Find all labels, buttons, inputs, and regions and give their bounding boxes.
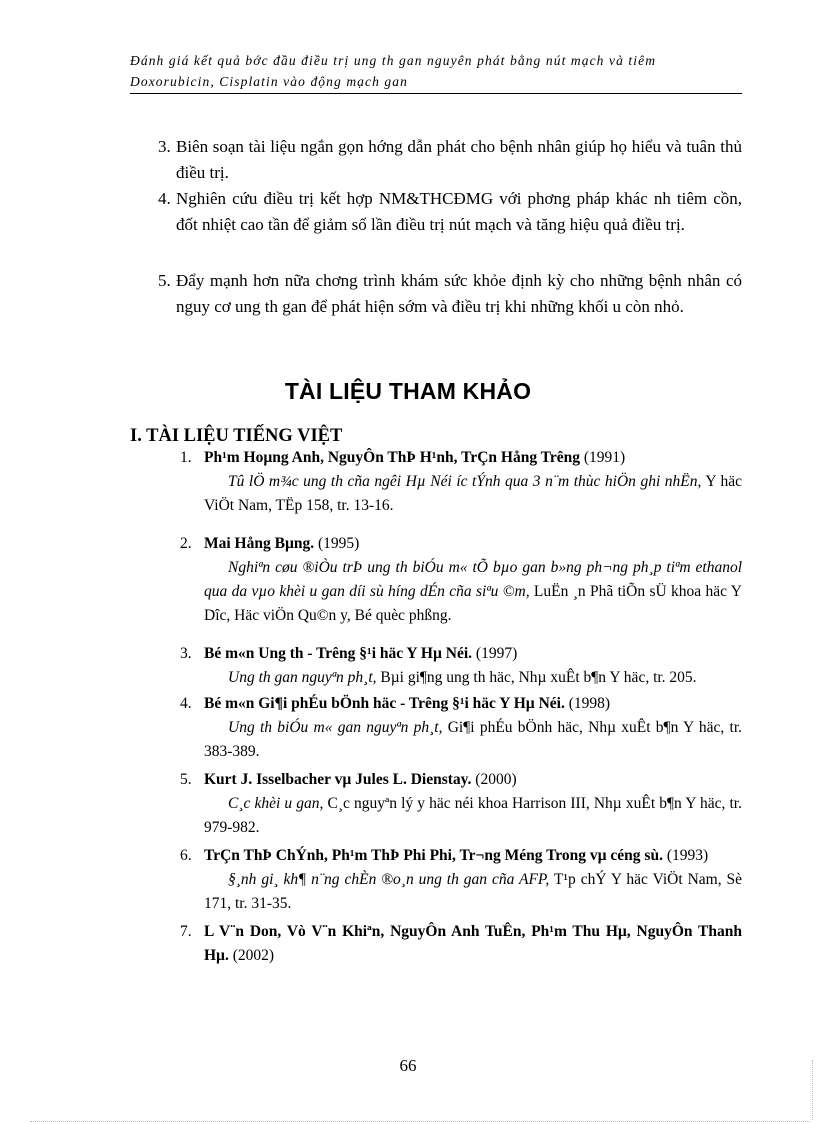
- reference-number: 1.: [180, 449, 192, 466]
- reference-number: 2.: [180, 535, 192, 552]
- reference-title: Nghiªn cøu ®iÒu trÞ ung th biÓu m« tÕ bµo gan b»ng ph¬ng ph¸p tiªm ethanol qua da vµo khèi u gan díi sù híng dÉn cña siªu ©m,: [204, 559, 742, 600]
- reference-source: Bµi gi¶ng ung th häc, Nhµ xuÊt b¶n Y häc, tr. 205.: [376, 669, 697, 686]
- reference-year: (1995): [314, 535, 360, 552]
- reference-number: 3.: [180, 645, 192, 662]
- reference-body: [204, 470, 742, 518]
- reference-source: LuËn ¸n Phã tiÕn sÜ khoa häc Y Dîc, Häc viÖn Qu©n y, Bé quèc phßng.: [204, 583, 743, 624]
- recommendation-item: [158, 186, 742, 238]
- reference-authors: Kurt J. Isselbacher vµ Jules L. Dienstay. (2000): [204, 771, 517, 788]
- reference-authors: TrÇn ThÞ ChÝnh, Ph¹m ThÞ Phi Phi, Tr¬ng Méng Trong vµ céng sù. (1993): [204, 847, 709, 864]
- reference-body: [204, 868, 742, 916]
- recommendation-number: 4.: [158, 189, 171, 208]
- reference-number: 7.: [180, 923, 192, 940]
- page-border-bottom: [30, 1121, 810, 1122]
- reference-source: C¸c nguyªn lý y häc néi khoa Harrison III, Nhµ xuÊt b¶n Y häc, tr. 979-982.: [204, 795, 742, 836]
- reference-body: [204, 666, 742, 690]
- reference-authors: Mai Hång Bµng. (1995): [204, 535, 360, 552]
- reference-item: [180, 768, 742, 840]
- reference-item: [180, 844, 742, 916]
- references-title: TÀI LIỆU THAM KHẢO: [284, 378, 532, 404]
- recommendation-number: 5.: [158, 271, 171, 290]
- reference-year: (1991): [579, 449, 626, 466]
- reference-title: Ung th gan nguyªn ph¸t,: [228, 669, 377, 686]
- reference-item: [180, 692, 742, 764]
- running-header: [130, 50, 742, 92]
- reference-source: Gi¶i phÉu bÖnh häc, Nhµ xuÊt b¶n Y häc, tr. 383-389.: [204, 719, 742, 760]
- recommendation-text: Nghiên cứu điều trị kết hợp NM&THCĐMG với phơng pháp khác nh tiêm cồn, đốt nhiệt cao tần để giảm số lần điều trị nút mạch và tăng hiệu quả điều trị.: [176, 189, 742, 234]
- reference-body: [204, 556, 742, 628]
- reference-source: Y häc ViÖt Nam, TËp 158, tr. 13-16.: [204, 473, 742, 514]
- recommendation-item: [158, 268, 742, 320]
- reference-item: [180, 920, 742, 968]
- reference-item: [180, 532, 742, 628]
- reference-authors: Bé m«n Ung th - Trêng §¹i häc Y Hµ Néi. (1997): [204, 645, 518, 662]
- reference-authors: Ph¹m Hoµng Anh, NguyÔn ThÞ H¹nh, TrÇn Hång Trêng (1991): [204, 449, 626, 466]
- header-line-1: Đánh giá kết quả bớc đầu điều trị ung th gan nguyên phát bằng nút mạch và tiêm: [130, 53, 657, 68]
- reference-item: [180, 642, 742, 690]
- section-title: I. TÀI LIỆU TIẾNG VIỆT: [130, 426, 343, 446]
- reference-title: §¸nh gi¸ kh¶ n¨ng chÈn ®o¸n ung th gan cña AFP,: [228, 871, 550, 888]
- reference-year: (1993): [662, 847, 709, 864]
- reference-authors: L V¨n Don, Vò V¨n Khiªn, NguyÔn Anh TuÊn, Ph¹m Thu Hµ, NguyÔn Thanh Hµ. (2002): [204, 923, 742, 964]
- reference-year: (1998): [564, 695, 611, 712]
- reference-body: [204, 792, 742, 840]
- reference-authors: Bé m«n Gi¶i phÉu bÖnh häc - Trêng §¹i häc Y Hµ Néi. (1998): [204, 695, 611, 712]
- reference-number: 4.: [180, 695, 192, 712]
- header-rule: [130, 93, 742, 94]
- recommendation-number: 3.: [158, 137, 171, 156]
- recommendation-item: [158, 134, 742, 186]
- reference-body: [204, 716, 742, 764]
- header-line-2: Doxorubicin, Cisplatin vào động mạch gan: [130, 74, 408, 89]
- reference-title: Tû lÖ m¾c ung th cña ngêi Hµ Néi íc tÝnh qua 3 n¨m thùc hiÖn ghi nhËn,: [228, 473, 702, 490]
- reference-year: (2002): [228, 947, 275, 964]
- reference-year: (2000): [471, 771, 517, 788]
- reference-year: (1997): [472, 645, 518, 662]
- reference-title: C¸c khèi u gan,: [228, 795, 324, 812]
- page-border-right: [812, 1060, 813, 1120]
- reference-item: [180, 446, 742, 518]
- recommendation-text: Biên soạn tài liệu ngắn gọn hớng dẫn phát cho bệnh nhân giúp họ hiểu và tuân thủ điều trị.: [176, 137, 742, 182]
- recommendation-text: Đẩy mạnh hơn nữa chơng trình khám sức khỏe định kỳ cho những bệnh nhân có nguy cơ ung th gan để phát hiện sớm và điều trị khi những khối u còn nhỏ.: [176, 271, 742, 316]
- reference-number: 5.: [180, 771, 192, 788]
- reference-title: Ung th biÓu m« gan nguyªn ph¸t,: [228, 719, 443, 736]
- reference-number: 6.: [180, 847, 192, 864]
- reference-source: T¹p chÝ Y häc ViÖt Nam, Sè 171, tr. 31-35.: [204, 871, 742, 912]
- page-number: 66: [399, 1056, 417, 1075]
